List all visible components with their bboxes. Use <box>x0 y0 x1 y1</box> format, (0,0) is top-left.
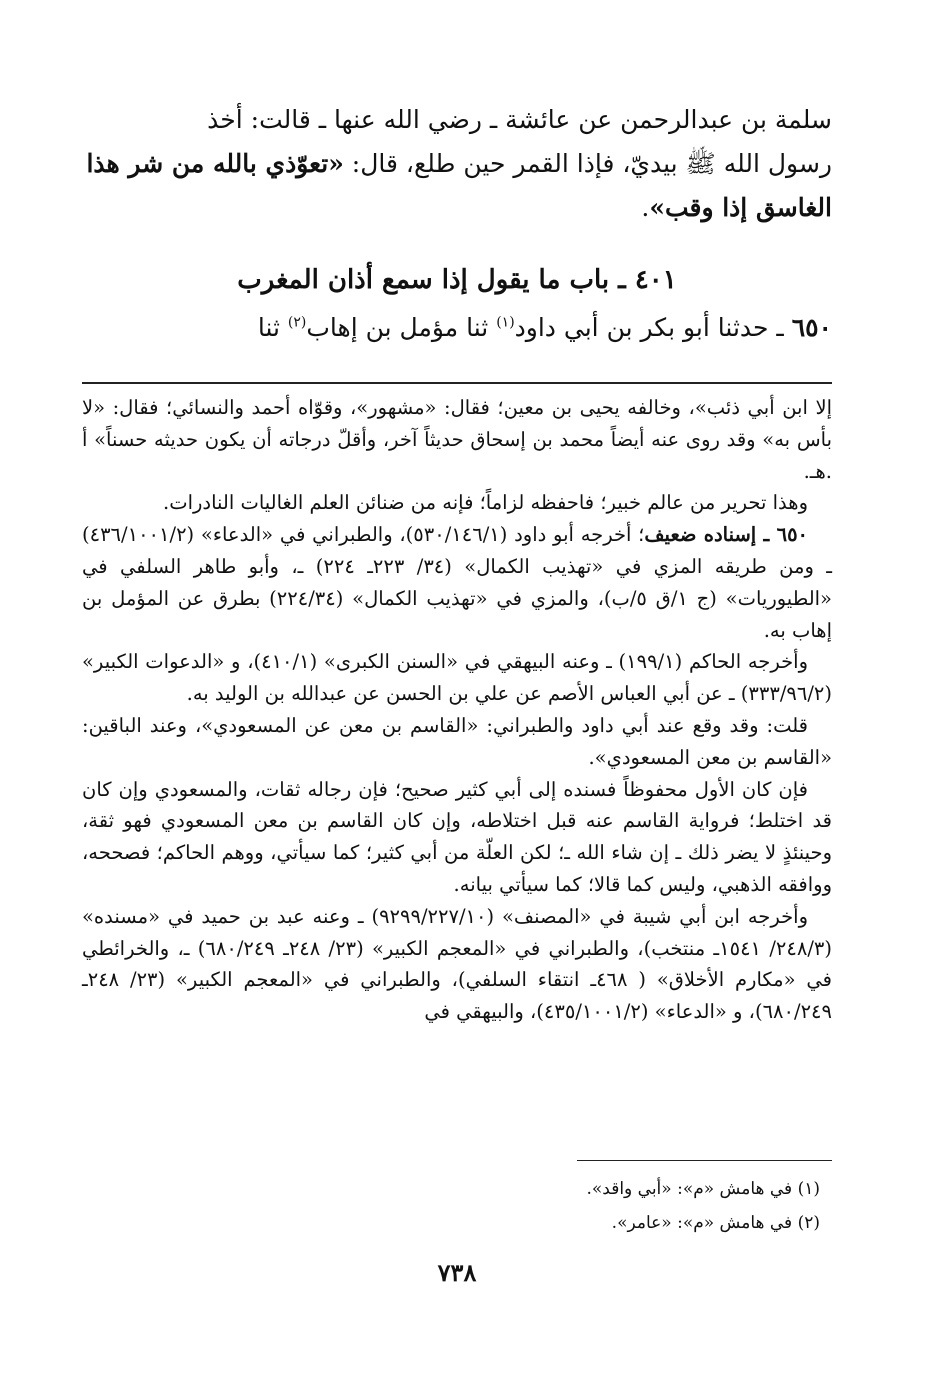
hadith-number: ٦٥٠ <box>791 313 832 342</box>
main-text <box>82 98 832 230</box>
note-paragraph-1: إلا ابن أبي ذئب»، وخالفه يحيى بن معين؛ فقال: «مشهور»، وقوّاه أحمد والنسائي؛ فقال: «لا بأس به» وقد روى عنه أيضاً محمد بن إسحاق حديثاً آخر، وأقلّ درجاته أن يكون حديثه حسناً» أ .هـ. <box>82 396 832 483</box>
note-paragraph-6: فإن كان الأول محفوظاً فسنده إلى أبي كثير صحيح؛ فإن رجاله ثقات، والمسعودي وإن كان قد اختلط؛ فرواية القاسم عنه قبل اختلاطه، وإن كان القاسم بن معن المسعودي فهو ثقة، وحينئذٍ لا يضر ذلك ـ إن شاء الله ـ؛ لكن العلّة من أبي كثير؛ كما سيأتي، ووهم الحاكم؛ فصححه، ووافقه الذهبي، وليس كما قالا؛ كما سيأتي بيانه. <box>82 777 832 896</box>
note-paragraph-7: وأخرجه ابن أبي شيبة في «المصنف» (٩٢٩٩/٢٢٧/١٠) ـ وعنه عبد بن حميد في «مسنده» (٢٤٨/٣/ ١٥٤١ـ منتخب)، والطبراني في «المعجم الكبير» (٢٣/ ٢٤٨ـ ٦٨٠/٢٤٩) ـ، والخرائطي في «مكارم الأخلاق» ( ٤٦٨ـ انتقاء السلفي)، والطبراني في «المعجم الكبير» (٢٣/ ٢٤٨ـ ٦٨٠/٢٤٩)، و «الدعاء» (٤٣٥/١٠٠١/٢)، والبيهقي في <box>82 904 832 1024</box>
note-grading: ـ إسناده ضعيف <box>644 523 777 547</box>
hadith-text-c: ثنا <box>257 313 288 342</box>
hadith-text-a: ـ حدثنا أبو بكر بن أبي داود <box>514 313 792 342</box>
note-hadith-number: ٦٥٠ <box>776 523 809 547</box>
footnote-ref-1: (١) <box>496 314 515 331</box>
main-line-3-end: . <box>641 193 650 222</box>
page-number: ٧٣٨ <box>437 1258 477 1287</box>
main-line-3-bold: الغاسق إذا وقب» <box>649 193 832 222</box>
notes-divider <box>82 382 832 384</box>
note-paragraph-3-text: ؛ أخرجه أبو داود (٥٣٠/١٤٦/١)، والطبراني في «الدعاء» (٤٣٦/١٠٠١/٢) ـ ومن طريقه المزي في «تهذيب الكمال» (٣٤/ ٢٢٣ـ ٢٢٤) ـ، وأبو طاهر السلفي في «الطيوريات» (ج ١/ق ٥/ب)، والمزي في «تهذيب الكمال» (٢٢٤/٣٤) بطرق عن المؤمل بن إهاب به. <box>82 523 832 642</box>
hadith-intro <box>82 306 832 350</box>
main-line-2 <box>82 142 832 186</box>
note-paragraph-3 <box>82 519 832 646</box>
note-paragraph-2: وهذا تحرير من عالم خبير؛ فاحفظه لزاماً؛ فإنه من ضنائن العلم الغاليات النادرات. <box>163 491 808 515</box>
footnotes <box>220 1172 820 1240</box>
hadith-text-b: ثنا مؤمل بن إهاب <box>306 313 497 342</box>
footnote-2: (٢) في هامش «م»: «عامر». <box>611 1213 820 1233</box>
note-paragraph-4: وأخرجه الحاكم (١٩٩/١) ـ وعنه البيهقي في «السنن الكبرى» (٤١٠/١)، و «الدعوات الكبير» (٣٣٣/٩٦/٢) ـ عن أبي العباس الأصم عن علي بن الحسن عن عبدالله بن الوليد به. <box>82 650 832 706</box>
main-line-2-bold: «تعوّذي بالله من شر هذا <box>86 149 344 178</box>
footnote-divider <box>577 1160 832 1161</box>
commentary-notes <box>82 392 832 1028</box>
main-line-1: سلمة بن عبدالرحمن عن عائشة ـ رضي الله عنها ـ قالت: أخذ <box>207 105 832 134</box>
main-line-3 <box>82 186 832 230</box>
main-line-2-plain: رسول الله ﷺ بيديّ، فإذا القمر حين طلع، قال: <box>343 149 832 178</box>
chapter-heading: ٤٠١ ـ باب ما يقول إذا سمع أذان المغرب <box>237 265 677 295</box>
footnote-1: (١) في هامش «م»: «أبي واقد». <box>586 1179 820 1199</box>
note-paragraph-5: قلت: وقد وقع عند أبي داود والطبراني: «القاسم بن معن عن المسعودي»، وعند الباقين: «القاسم بن معن المسعودي». <box>82 713 832 769</box>
footnote-ref-2: (٢) <box>287 314 307 331</box>
